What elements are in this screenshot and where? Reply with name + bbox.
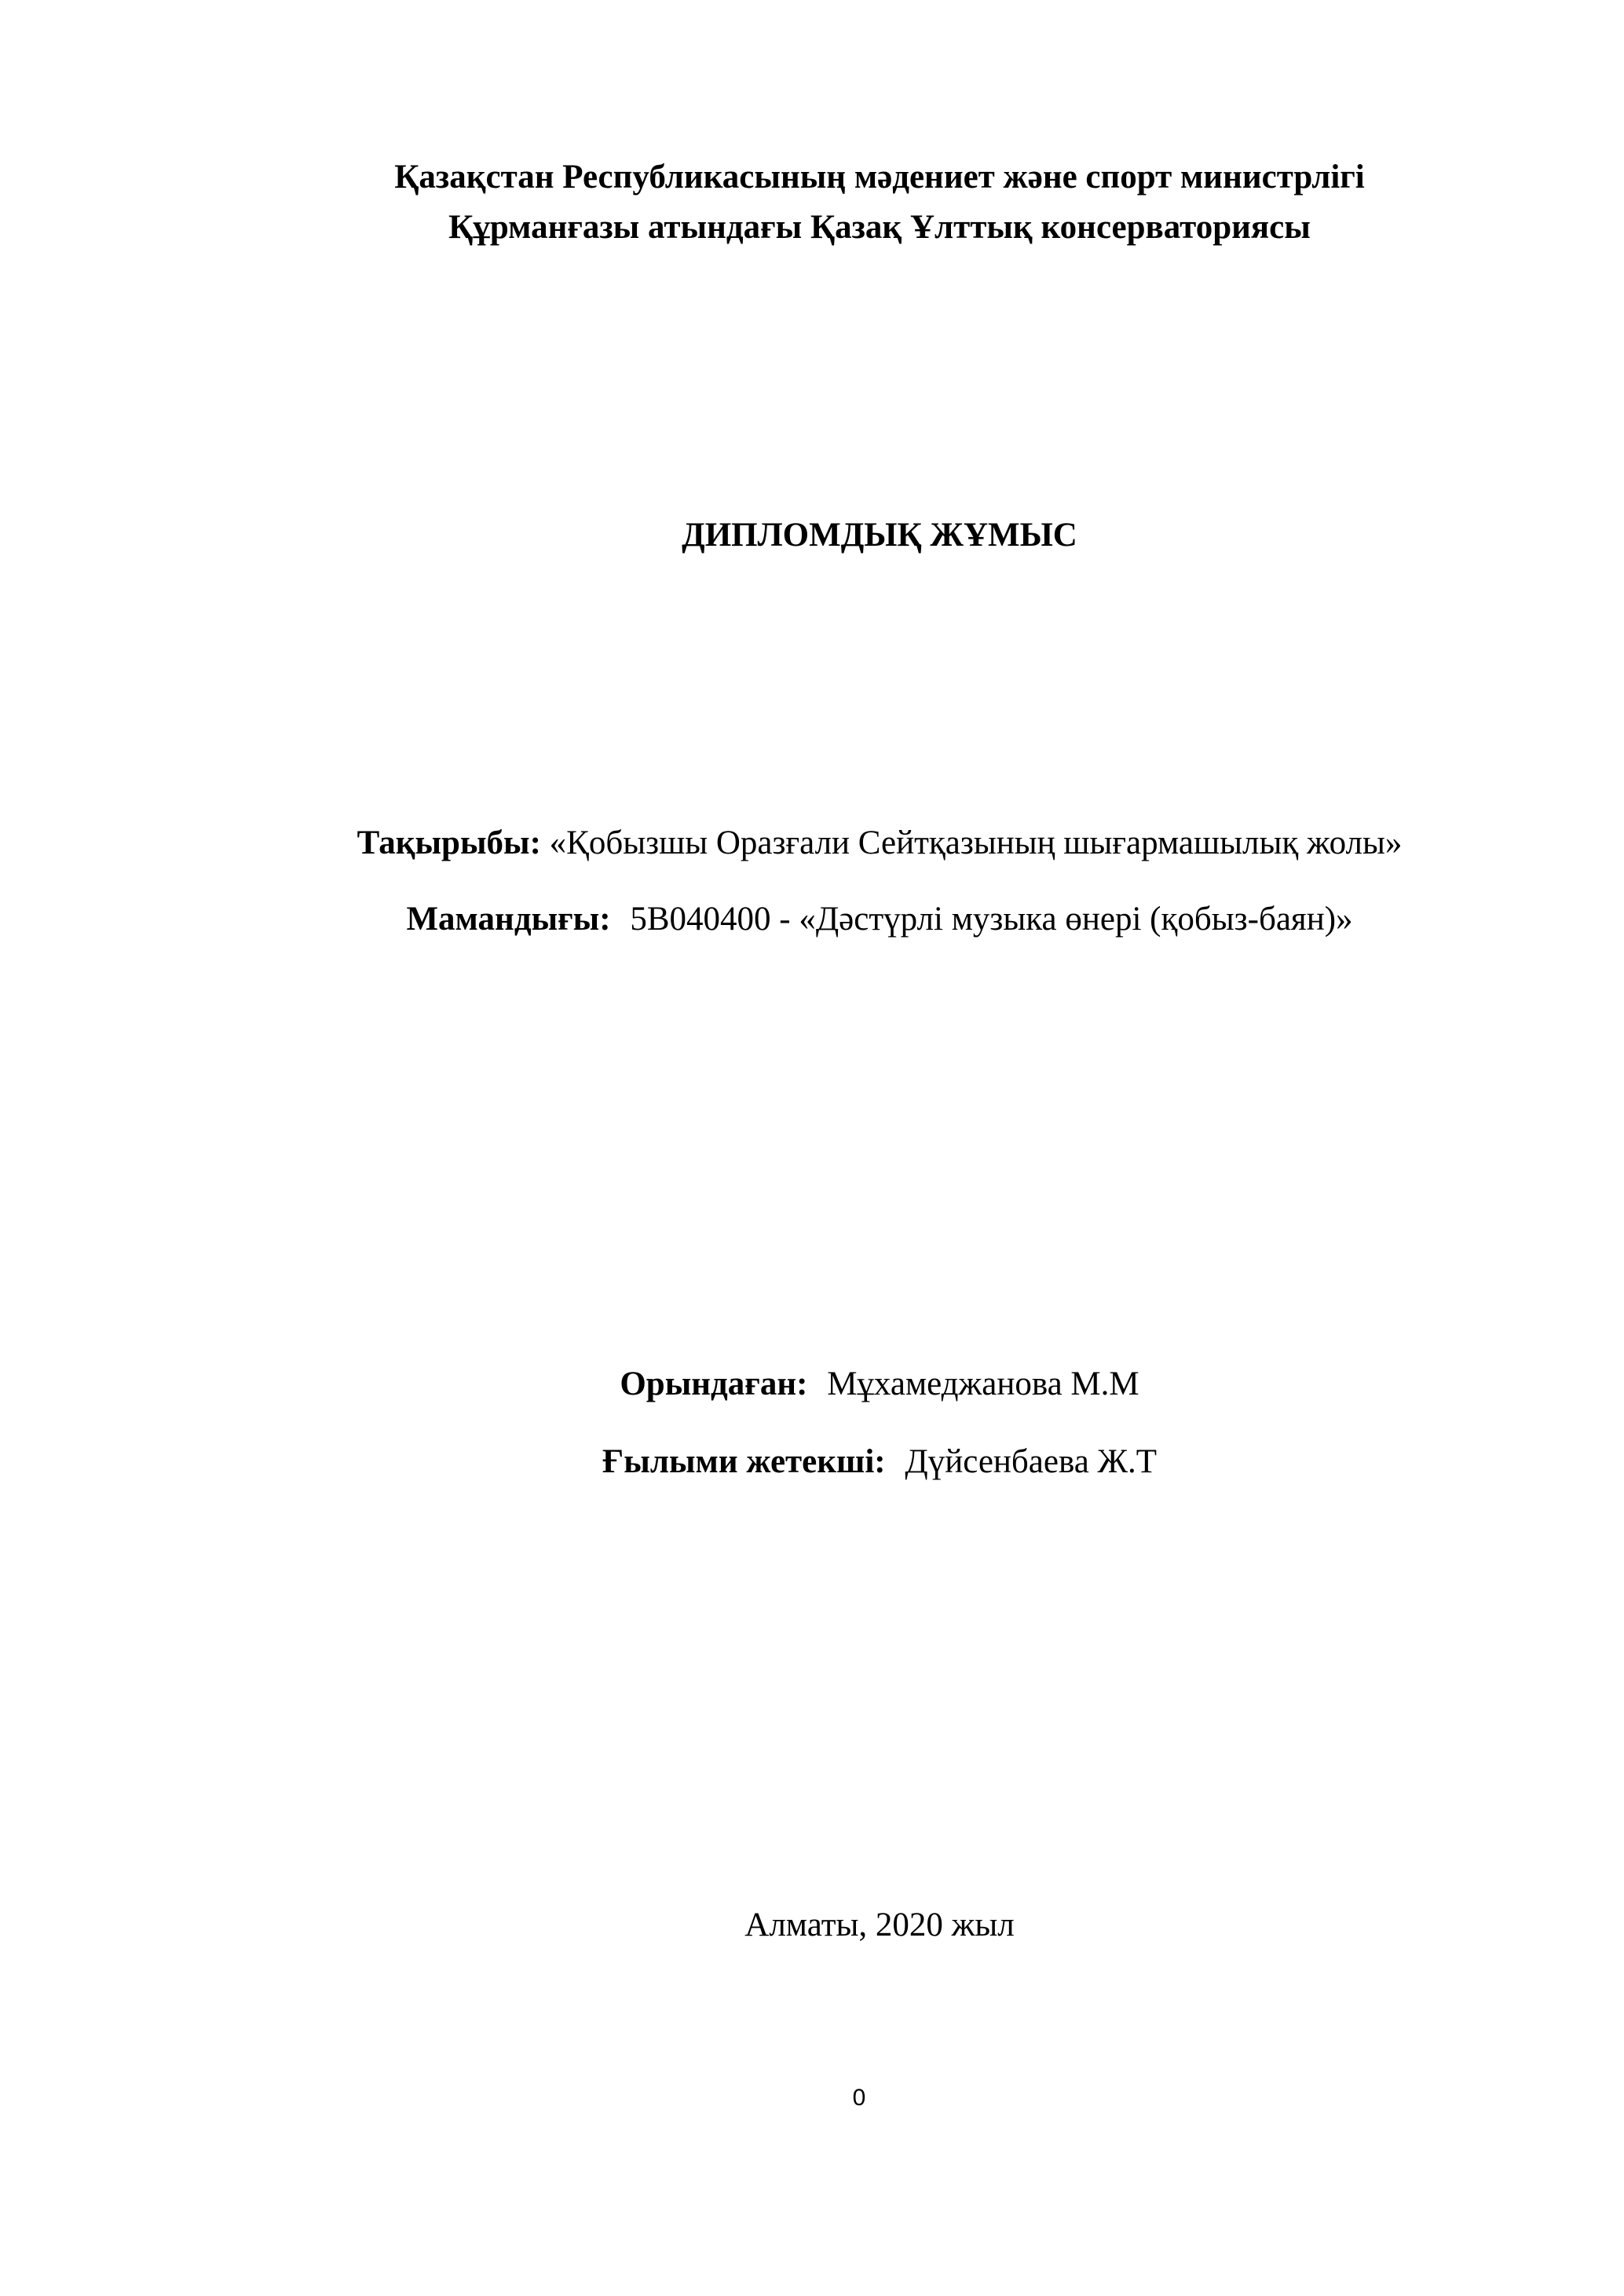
performer-value: Мұхамеджанова М.М: [827, 1366, 1139, 1402]
performer-label: Орындаған:: [620, 1366, 808, 1402]
document-type-title: ДИПЛОМДЫҚ ЖҰМЫС: [682, 517, 1077, 554]
specialty-value: 5В040400 - «Дәстүрлі музыка өнері (қобыз-баян)»: [630, 901, 1353, 938]
topic-value: «Қобызшы Оразғали Сейтқазының шығармашылық жолы»: [549, 824, 1403, 861]
city-year: Алматы, 2020 жыл: [744, 1907, 1015, 1943]
supervisor-label: Ғылыми жетекші:: [602, 1443, 886, 1480]
page-number: 0: [852, 2085, 866, 2111]
supervisor-line: [298, 1440, 1461, 1484]
specialty-label: Мамандығы:: [406, 901, 611, 938]
specialty-line: [298, 898, 1461, 941]
topic-label: Тақырыбы:: [357, 824, 541, 861]
performer-line: [298, 1362, 1461, 1406]
institution-heading: Құрманғазы атындағы Қазақ Ұлттық консерваториясы: [448, 209, 1311, 246]
ministry-heading: Қазақстан Республикасының мәдениет және спорт министрлігі: [394, 159, 1365, 196]
supervisor-value: Дүйсенбаева Ж.Т: [905, 1443, 1158, 1480]
topic-line: [298, 821, 1461, 865]
